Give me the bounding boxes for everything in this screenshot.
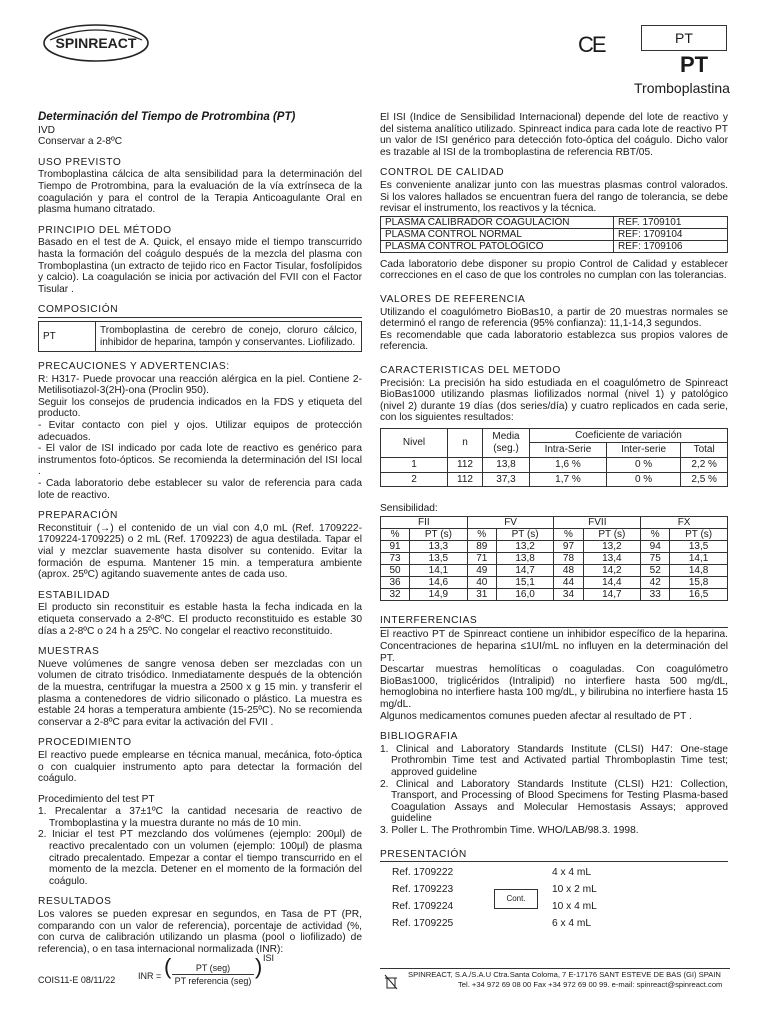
cell: 14,7: [583, 588, 641, 600]
pres-qty: 10 x 2 mL: [552, 884, 597, 896]
cell: 52: [641, 564, 670, 576]
isi-text: El ISI (Indice de Sensibilidad Internacional) depende del lote de reactivo y del sistema analítico utilizado. Spinreact indica para cada lote de reactivo PT un valor de ISI genérico para detección foto-óptica del coágulo. Dicho valor es trazable al ISI de la tromboplastina de referencia RBT/05.: [380, 112, 728, 158]
code-box: PT: [641, 25, 727, 51]
table-row: [381, 458, 728, 473]
cell: 2: [381, 472, 448, 487]
sub-header: PT (s): [583, 528, 641, 540]
footer-phone-email: Tel. +34 972 69 08 00 Fax +34 972 69 00 99. e-mail: spinreact@spinreact.com: [458, 980, 723, 989]
cell: 13,8: [496, 552, 554, 564]
storage-label: Conservar a 2-8ºC: [38, 136, 123, 148]
cell: 112: [448, 458, 483, 473]
cell: 15,1: [496, 576, 554, 588]
pres-qty: 4 x 4 mL: [552, 867, 592, 879]
product-name: Tromboplastina: [634, 80, 730, 96]
table-row: [381, 240, 728, 252]
cell: 1: [381, 458, 448, 473]
comp-heading: COMPOSICIÓN: [38, 304, 362, 318]
cell: 13,2: [583, 540, 641, 552]
cell: 1,6 %: [530, 458, 607, 473]
proc-heading: PROCEDIMIENTO: [38, 737, 132, 749]
table-row: [381, 588, 728, 600]
bib-item: 3. Poller L. The Prothrombin Time. WHO/LAB/98.3. 1998.: [380, 824, 639, 836]
col-inter: Inter-serie: [606, 443, 680, 458]
formula-denominator: PT referencia (seg): [174, 976, 252, 987]
prec-line: R: H317- Puede provocar una reacción alérgica en la piel. Contiene 2-Metilisotiazol-3(2H)-ona (Proclin 950).: [38, 373, 362, 397]
col-n: n: [448, 428, 483, 457]
formula-bar: [172, 974, 254, 975]
table-row: [381, 564, 728, 576]
pres-heading: PRESENTACIÓN: [380, 849, 728, 863]
sens-heading: Sensibilidad:: [380, 503, 438, 515]
sub-header: %: [381, 528, 410, 540]
cell: 0 %: [606, 472, 680, 487]
cell: 13,2: [496, 540, 554, 552]
prec-heading: PRECAUCIONES Y ADVERTENCIAS:: [38, 361, 230, 373]
group-header: FV: [467, 516, 554, 528]
uso-heading: USO PREVISTO: [38, 156, 122, 168]
control-ref: REF: 1709104: [614, 228, 728, 240]
cell: 94: [641, 540, 670, 552]
cell: 2,5 %: [681, 472, 728, 487]
spinreact-logo: [42, 22, 150, 64]
col-intra: Intra-Serie: [530, 443, 607, 458]
doc-code: COIS11-E 08/11/22: [38, 975, 116, 985]
sub-header: %: [641, 528, 670, 540]
cc-heading: CONTROL DE CALIDAD: [380, 167, 505, 179]
left-column: [38, 112, 362, 991]
control-name: PLASMA CONTROL NORMAL: [381, 228, 614, 240]
cell: 13,5: [670, 540, 728, 552]
cm-heading: CARACTERISTICAS DEL METODO: [380, 364, 561, 376]
doc-title: Determinación del Tiempo de Protrombina (PT): [38, 111, 296, 123]
muestras-text: Nueve volúmenes de sangre venosa deben ser mezcladas con un volumen de citrato trisódico. Inmediatamente después de la obtención de la muestra, centrifugar la muestra a 2500 x g 15 min. y transferir el plasma a contenedores de vidrio siliconado o plástico. La muestra es estable 24 horas a temperatura ambiente (15-25ºC). No se recomienda conservar a 2-8ºC para evitar la activación del FVII .: [38, 658, 362, 728]
formula-numerator: PT (seg): [195, 963, 231, 974]
cell: 16,5: [670, 588, 728, 600]
cm-text: Precisión: La precisión ha sido estudiada en el coagulómetro de Spinreact BioBas1000 utilizando plasmas liofilizados normal (nivel 1) y patológico (nivel 2) durante 19 días (dos series/día) y cuatro replicados en cada serie, con los siguientes resultados:: [380, 377, 728, 424]
cell: 73: [381, 552, 410, 564]
cell: 33: [641, 588, 670, 600]
col-nivel: Nivel: [381, 428, 448, 457]
controls-table: [380, 216, 728, 253]
prep-heading: PREPARACIÓN: [38, 510, 119, 522]
cell: 49: [467, 564, 496, 576]
cell: 0 %: [606, 458, 680, 473]
prec-line: - Evitar contacto con piel y ojos. Utilizar equipos de protección adecuados.: [38, 420, 362, 443]
cell: 14,1: [670, 552, 728, 564]
cell: 14,1: [410, 564, 468, 576]
proc-step: 1. Precalentar a 37±1ºC la cantidad necesaria de reactivo de Tromboplastina y la muestra durante no más de 10 min.: [38, 806, 362, 829]
cell: 14,8: [670, 564, 728, 576]
cell: 48: [554, 564, 583, 576]
cell: 13,8: [483, 458, 530, 473]
composition-table: [38, 321, 362, 352]
cell: 1,7 %: [530, 472, 607, 487]
muestras-heading: MUESTRAS: [38, 646, 100, 658]
cell: 13,5: [410, 552, 468, 564]
bib-heading: BIBLIOGRAFIA: [380, 731, 458, 743]
res-heading: RESULTADOS: [38, 896, 112, 908]
comp-label: PT: [39, 321, 96, 351]
sensitivity-table: [380, 516, 728, 601]
right-column: [380, 112, 728, 935]
footer-address: SPINREACT, S.A./S.A.U Ctra.Santa Coloma, 7 E-17176 SANT ESTEVE DE BAS (GI) SPAIN: [408, 970, 721, 979]
pres-ref: Ref. 1709222: [392, 867, 454, 879]
formula-paren-left: (: [164, 954, 172, 980]
cell: 14,9: [410, 588, 468, 600]
cell: 31: [467, 588, 496, 600]
table-row: [381, 576, 728, 588]
table-row: [381, 528, 728, 540]
sub-header: PT (s): [410, 528, 468, 540]
prec-line: - Cada laboratorio debe establecer su valor de referencia para cada lote de reactivo.: [38, 478, 362, 501]
table-row: [381, 552, 728, 564]
cc2-text: Cada laboratorio debe disponer su propio Control de Calidad y establecer correcciones en el caso de que los controles no cumplan con las tolerancias.: [380, 258, 728, 282]
group-header: FVII: [554, 516, 641, 528]
table-row: [381, 472, 728, 487]
cell: 89: [467, 540, 496, 552]
col-total: Total: [681, 443, 728, 458]
cell: 37,3: [483, 472, 530, 487]
footer-divider: [380, 968, 730, 969]
principio-text: Basado en el test de A. Quick, el ensayo mide el tiempo transcurrido hasta la formación del coágulo después de la mezcla del plasma con Tromboplastina (un extracto de tejido rico en Factor Tisular, fosfolípidos y calcio). La coagulación se inicia por activación del FVII con el Factor Tisular .: [38, 237, 362, 295]
ivd-label: IVD: [38, 124, 55, 136]
int-line: Descartar muestras hemolíticas o coaguladas. Con coagulómetro BioBas1000, triglicéridos (Intralipid) no interfiere hasta 500 mg/dL, hemoglobina no interfiere hasta 100 mg/dL, y bilirubina no interfiere hasta 15 mg/dL.: [380, 664, 728, 710]
cell: 16,0: [496, 588, 554, 600]
cell: 15,8: [670, 576, 728, 588]
group-header: FX: [641, 516, 728, 528]
ce-mark: CE: [578, 32, 605, 57]
cell: 75: [641, 552, 670, 564]
cell: 14,6: [410, 576, 468, 588]
cell: 14,4: [583, 576, 641, 588]
pres-qty: 6 x 4 mL: [552, 918, 592, 930]
cell: 44: [554, 576, 583, 588]
table-row: [381, 540, 728, 552]
comp-text: Tromboplastina de cerebro de conejo, cloruro cálcico, inhibidor de heparina, tampón y conservantes. Liofilizado.: [96, 321, 362, 351]
vr-text: Utilizando el coagulómetro BioBas10, a partir de 20 muestras normales se determinó el rango de referencia (95% confianza): 11,1-14,3 segundos.: [380, 306, 728, 330]
sub-header: %: [554, 528, 583, 540]
cell: 50: [381, 564, 410, 576]
cc-text: Es conveniente analizar junto con las muestras plasmas control valorados. Si los valores hallados se encuentran fuera del rango de tolerancia, se debe revisar el instrumento, los reactivos y la técnica.: [380, 179, 728, 215]
control-ref: REF. 1709101: [614, 216, 728, 228]
cell: 34: [554, 588, 583, 600]
control-ref: REF: 1709106: [614, 240, 728, 252]
presentation-block: [380, 863, 728, 935]
vr-heading: VALORES DE REFERENCIA: [380, 293, 526, 305]
cell: 13,3: [410, 540, 468, 552]
sub-header: PT (s): [670, 528, 728, 540]
res-text: Los valores se pueden expresar en segundos, en Tasa de PT (PR, comparando con un valor de referencia), porcentaje de actividad (%, con curva de calibración utilizando un plasma (pool o liofilizado) de referencia), o en tasa internacional normalizada (INR):: [38, 909, 362, 955]
col-cv: Coeficiente de variación: [530, 428, 728, 443]
proc-test-heading: Procedimiento del test PT: [38, 793, 155, 805]
cell: 36: [381, 576, 410, 588]
sub-header: PT (s): [496, 528, 554, 540]
formula-exponent: ISI: [263, 953, 275, 964]
formula-lhs: INR =: [138, 971, 162, 982]
group-header: FII: [381, 516, 468, 528]
table-row: [381, 228, 728, 240]
product-code: PT: [680, 52, 709, 77]
proc-step: 2. Iniciar el test PT mezclando dos volúmenes (ejemplo: 200µl) de reactivo precalentado con un volumen (ejemplo: 100µl) de plasma citrado precalentado. Empezar a contar el tiempo transcurrido en el momento de la mezcla. Detener en el momento de la formación del coágulo.: [38, 829, 362, 887]
cell: 97: [554, 540, 583, 552]
principio-heading: PRINCIPIO DEL MÉTODO: [38, 224, 172, 236]
int-line: Algunos medicamentos comunes pueden afectar al resultado de PT .: [380, 710, 692, 722]
uso-text: Tromboplastina cálcica de alta sensibilidad para la determinación del Tiempo de Protrombina, para la evaluación de la vía extrínseca de la coagulación y para el control de la Terapia Anticoagulante Oral en plasma humano citratado.: [38, 169, 362, 216]
col-media: Media (seg.): [483, 428, 530, 457]
table-row: [381, 216, 728, 228]
control-name: PLASMA CONTROL PATOLÓGICO: [381, 240, 614, 252]
pres-ref: Ref. 1709225: [392, 918, 454, 930]
cell: 13,4: [583, 552, 641, 564]
precision-table: [380, 428, 728, 487]
prec-line: Seguir los consejos de prudencia indicados en la FDS y etiqueta del producto.: [38, 396, 362, 420]
cell: 112: [448, 472, 483, 487]
sub-header: %: [467, 528, 496, 540]
pres-qty: 10 x 4 mL: [552, 901, 597, 913]
brand-text: SPINREACT: [55, 35, 137, 51]
cell: 40: [467, 576, 496, 588]
pres-ref: Ref. 1709224: [392, 901, 454, 913]
vr2-text: Es recomendable que cada laboratorio establezca sus propios valores de referencia.: [380, 329, 728, 353]
int-line: El reactivo PT de Spinreact contiene un inhibidor específico de la heparina. Concentraciones de heparina ≤1UI/mL no influyen en la determinación del PT.: [380, 629, 728, 664]
int-heading: INTERFERENCIAS: [380, 615, 728, 629]
control-name: PLASMA CALIBRADOR COAGULACIÓN: [381, 216, 614, 228]
estab-heading: ESTABILIDAD: [38, 589, 111, 601]
pres-cont: Cont.: [494, 889, 538, 909]
bib-item: 1. Clinical and Laboratory Standards Institute (CLSI) H47: One-stage Prothrombin Time test and Activated partial Thromboplastin Time test; approved guideline: [380, 743, 728, 778]
bib-item: 2. Clinical and Laboratory Standards Institute (CLSI) H21: Collection, Transport, and Processing of Blood Specimens for Testing Plasma-based Coagulation Assays and Molecular Hemostasis Assays; approved guideline: [380, 778, 728, 825]
pres-ref: Ref. 1709223: [392, 884, 454, 896]
cell: 32: [381, 588, 410, 600]
prec-line: - El valor de ISI indicado por cada lote de reactivo es genérico para instrumentos foto-ópticos. Se recomienda la determinación del ISI local .: [38, 443, 362, 478]
footer-contact: [408, 970, 722, 990]
cell: 91: [381, 540, 410, 552]
cell: 2,2 %: [681, 458, 728, 473]
cell: 71: [467, 552, 496, 564]
proc-text: El reactivo puede emplearse en técnica manual, mecánica, foto-óptica o con cualquier instrumento apto para detectar la formación del coágulo.: [38, 749, 362, 785]
prep-text: Reconstituir (→) el contenido de un vial con 4,0 mL (Ref. 1709222-1709224-1709225) o 2 mL (Ref. 1709223) de agua destilada. Tapar el vial y mezclar suavemente hasta disolver su contenido. Evitar la formación de espuma. Mantener 15 min. a temperatura ambiente (aprox. 25ºC) agitando suavemente antes de cada uso.: [38, 522, 362, 581]
cell: 14,7: [496, 564, 554, 576]
cell: 42: [641, 576, 670, 588]
estab-text: El producto sin reconstituir es estable hasta la fecha indicada en la etiqueta conservado a 2-8ºC. El producto reconstituido es estable 30 días a 2-8ºC o 24 h a 25ºC. No congelar el reactivo reconstituido.: [38, 602, 362, 637]
recycle-bin-icon: [384, 974, 398, 990]
cell: 78: [554, 552, 583, 564]
formula-paren-right: ): [255, 954, 263, 980]
cell: 14,2: [583, 564, 641, 576]
